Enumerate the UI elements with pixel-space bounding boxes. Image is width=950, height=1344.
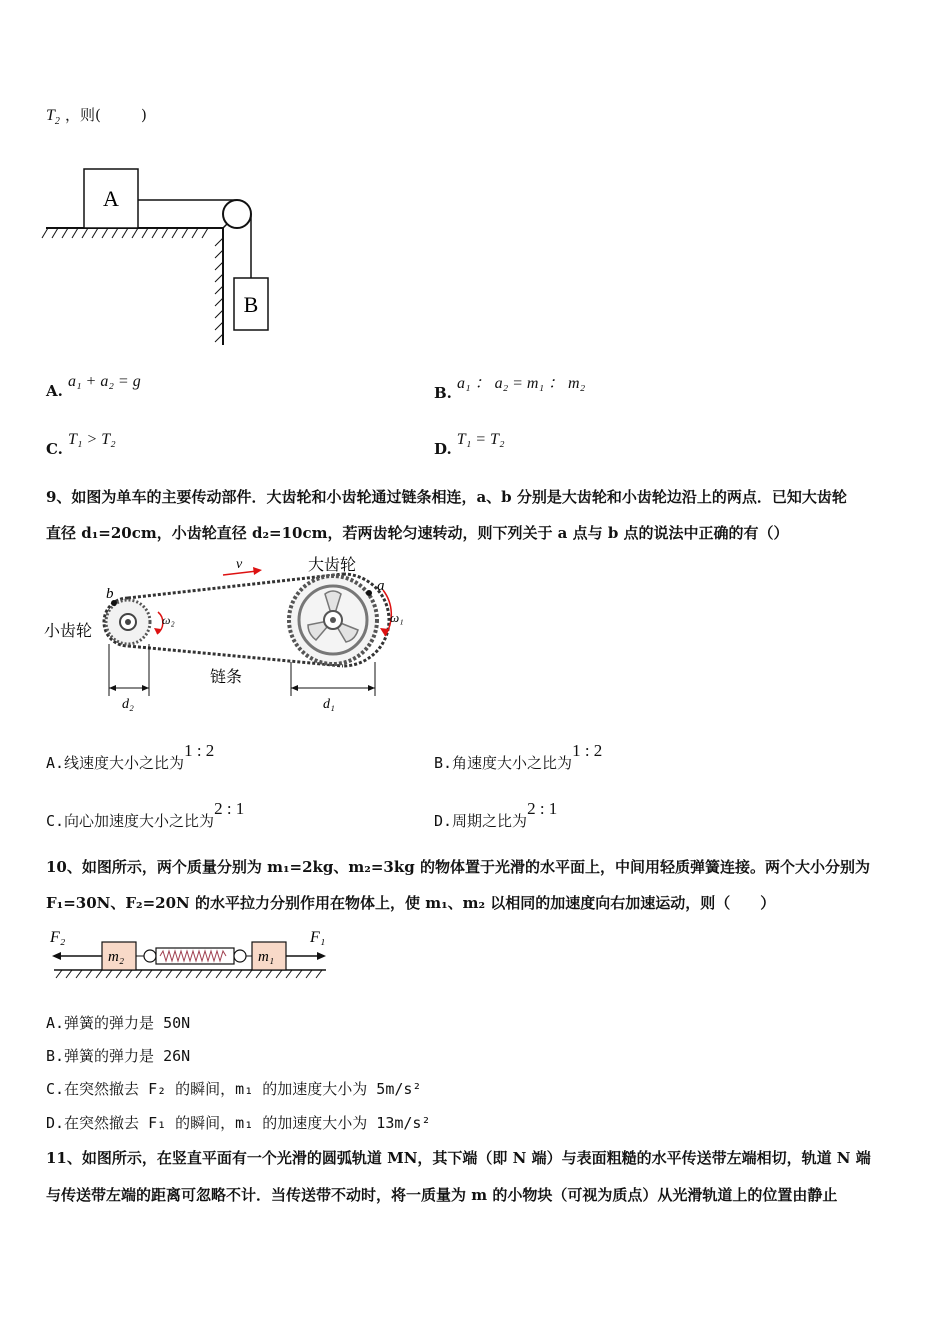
big-gear-label: 大齿轮 <box>308 557 357 574</box>
d2-label: d₂ <box>122 697 134 712</box>
q10-spring-figure <box>44 926 344 986</box>
q8-stem-tail <box>46 104 147 127</box>
option-b-ratio: 1 : 2 <box>572 741 603 760</box>
option-d-expr: T₁ = T₂ <box>456 431 505 448</box>
f2-label: F₂ <box>50 929 66 946</box>
option-c-letter: C. <box>46 440 63 458</box>
q10-option-d[interactable]: D.在突然撤去 F₁ 的瞬间，m₁ 的加速度大小为 13m/s² <box>46 1114 431 1132</box>
q8-tension-sub: 2 <box>54 116 60 128</box>
q10-option-c[interactable]: C.在突然撤去 F₂ 的瞬间，m₁ 的加速度大小为 5m/s² <box>46 1080 422 1098</box>
option-a-text: A.线速度大小之比为 <box>46 754 185 772</box>
option-b-text: B.角速度大小之比为 <box>434 754 573 772</box>
point-a <box>366 590 372 596</box>
block-m2-label: m₂ <box>108 949 125 965</box>
q8-option-b[interactable] <box>434 370 586 402</box>
option-c-text: C.向心加速度大小之比为 <box>46 812 215 830</box>
option-d-text: D.周期之比为 <box>434 812 528 830</box>
q8-tension-var: T <box>46 107 55 124</box>
q11-stem-line1: 11、如图所示，在竖直平面有一个光滑的圆弧轨道 MN，其下端（即 N 端）与表面粗糙的水平传送带左端相切，轨道 N 端 <box>46 1149 871 1167</box>
q9-option-c[interactable] <box>46 798 245 830</box>
table-hatching <box>42 228 208 238</box>
option-b-letter: B. <box>434 384 452 402</box>
q11-stem-line2: 与传送带左端的距离可忽略不计．当传送带不动时，将一质量为 m 的小物块（可视为质点）从光滑轨道上的位置由静止 <box>46 1186 838 1204</box>
q10-option-a[interactable]: A.弹簧的弹力是 50N <box>46 1014 191 1032</box>
q8-paren-close: ) <box>141 106 147 124</box>
q9-stem-line1: 9、如图为单车的主要传动部件．大齿轮和小齿轮通过链条相连，a、b 分别是大齿轮和小齿轮边沿上的两点．已知大齿轮 <box>46 488 847 506</box>
option-d-ratio: 2 : 1 <box>527 799 558 818</box>
q9-stem-line2: 直径 d₁=20cm，小齿轮直径 d₂=10cm，若两齿轮匀速转动，则下列关于 a 点与 b 点的说法中正确的有（） <box>46 524 789 542</box>
q9-option-a[interactable] <box>46 740 215 772</box>
option-d-letter: D. <box>434 440 452 458</box>
block-b-label: B <box>243 292 259 317</box>
q10-stem-line2: F₁=30N、F₂=20N 的水平拉力分别作用在物体上，使 m₁、m₂ 以相同的加速度向右加速运动，则（ ） <box>46 894 776 912</box>
q8-option-c[interactable] <box>46 428 116 458</box>
q8-pulley-figure <box>40 160 290 350</box>
point-a-label: a <box>377 578 385 594</box>
chain-label: 链条 <box>210 669 243 686</box>
q9-option-d[interactable] <box>434 798 558 830</box>
option-a-letter: A. <box>46 382 63 400</box>
option-c-ratio: 2 : 1 <box>214 799 245 818</box>
block-m1-label: m₁ <box>258 949 275 965</box>
pulley-wheel <box>223 200 251 228</box>
q10-stem-line1: 10、如图所示，两个质量分别为 m₁=2kg、m₂=3kg 的物体置于光滑的水平面上，中间用轻质弹簧连接。两个大小分别为 <box>46 858 870 876</box>
q9-gear-figure <box>40 550 430 720</box>
point-b-label: b <box>106 586 114 602</box>
q10-option-b[interactable]: B.弹簧的弹力是 26N <box>46 1047 191 1065</box>
option-b-expr: a₁ ： a₂ = m₁ ： m₂ <box>457 375 586 392</box>
wall-hatching <box>215 238 223 342</box>
omega1-label: ω₁ <box>390 610 404 625</box>
small-gear-label: 小齿轮 <box>44 623 93 640</box>
velocity-label: v <box>236 557 243 572</box>
q8-option-a[interactable] <box>46 370 141 400</box>
option-a-ratio: 1 : 2 <box>184 741 215 760</box>
d1-label: d₁ <box>323 697 335 712</box>
option-c-expr: T₁ > T₂ <box>68 431 116 448</box>
floor-hatching <box>56 970 322 978</box>
q9-option-b[interactable] <box>434 740 603 772</box>
q8-then-text: ，则( <box>65 106 101 124</box>
d1-dimension <box>291 662 375 696</box>
f1-label: F₁ <box>310 929 326 946</box>
option-a-expr: a₁ + a₂ = g <box>67 373 141 390</box>
block-a-label: A <box>103 186 119 211</box>
q8-option-d[interactable] <box>434 428 505 458</box>
omega2-label: ω₂ <box>162 613 175 627</box>
